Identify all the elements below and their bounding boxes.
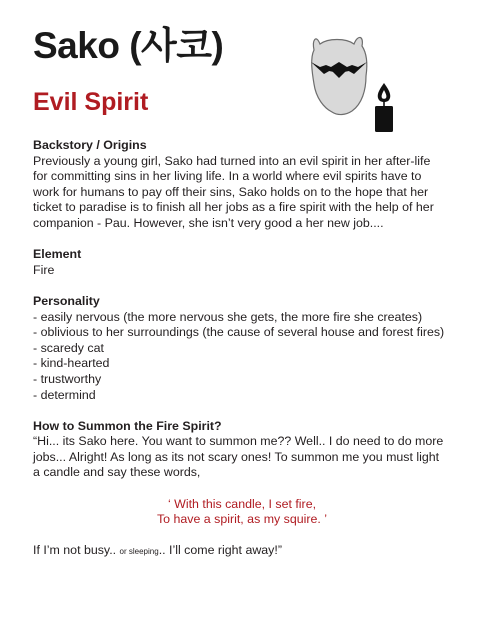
list-item: - oblivious to her surroundings (the cause of several house and forest fires) <box>33 325 445 340</box>
summon-intro: “Hi... its Sako here. You want to summon me?? Well.. I do need to do more jobs... Alright! As long as its not scary ones! To summon me you must light a candle and say these words, <box>33 434 444 480</box>
list-item: - determind <box>33 387 96 402</box>
element-section <box>33 247 445 278</box>
personality-list <box>33 310 445 404</box>
candle-icon <box>372 82 396 134</box>
page-title: Sako (사코) <box>33 25 224 66</box>
list-item: - trustworthy <box>33 371 102 386</box>
content-body <box>33 138 445 560</box>
list-item: - kind-hearted <box>33 356 110 371</box>
backstory-heading: Backstory / Origins <box>33 138 147 152</box>
element-value: Fire <box>33 262 55 277</box>
summon-heading: How to Summon the Fire Spirit? <box>33 418 222 433</box>
list-item: - scaredy cat <box>33 340 104 355</box>
personality-heading: Personality <box>33 293 100 308</box>
personality-section <box>33 294 445 403</box>
outro-text-2: .. I’ll come right away!” <box>158 543 282 558</box>
ghost-icon <box>306 32 372 118</box>
summon-spell <box>33 497 445 528</box>
backstory-section <box>33 138 445 232</box>
page-subtitle: Evil Spirit <box>33 88 149 116</box>
summon-section <box>33 419 445 481</box>
spell-line-1: ‘ With this candle, I set fire, <box>167 496 317 511</box>
spell-line-2: To have a spirit, as my squire. ’ <box>156 512 328 527</box>
summon-outro <box>33 543 445 560</box>
backstory-text: Previously a young girl, Sako had turned into an evil spirit in her after-life for committing sins in her living life. In a world where evil spirits have to work for humans to pay off their sins, Sako holds on to the hope that her ticket to paradise is to finish all her jobs as a fire spirit with the help of her companion - Pau. However, she isn’t very good a her new job.... <box>33 153 434 230</box>
outro-text-1: If I’m not busy.. <box>33 543 120 558</box>
element-heading: Element <box>33 247 82 262</box>
list-item: - easily nervous (the more nervous she gets, the more fire she creates) <box>33 309 423 324</box>
outro-small-text: or sleeping <box>119 547 159 557</box>
